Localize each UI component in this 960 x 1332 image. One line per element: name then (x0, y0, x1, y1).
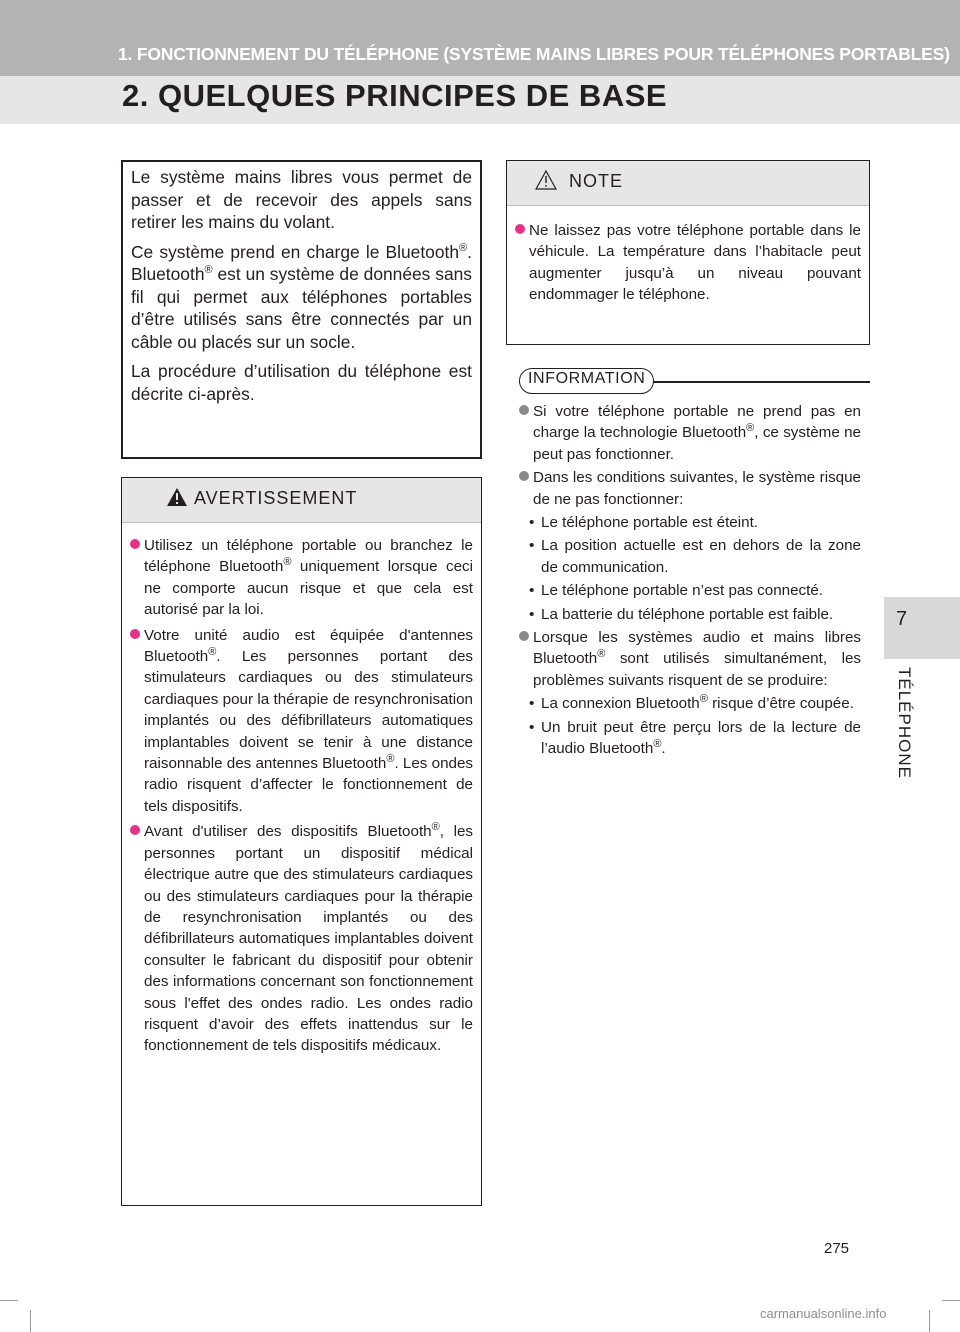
chapter-label: TÉLÉPHONE (895, 667, 914, 779)
watermark: carmanualsonline.info (760, 1306, 887, 1321)
info-item: Dans les conditions suivantes, le système risque de ne pas fonctionner: (519, 467, 861, 510)
bullet-icon (519, 471, 529, 481)
page-number: 275 (824, 1240, 850, 1257)
info-subitem: • Le téléphone portable est éteint. (529, 514, 759, 532)
crop-mark (0, 1300, 18, 1301)
warning-title: AVERTISSEMENT (194, 488, 358, 508)
crop-mark (30, 1310, 31, 1332)
warning-item: Votre unité audio est équipée d'antennes Bluetooth®. Les personnes portant des stimulateurs cardiaques ou des stimulateurs cardiaques pour la thérapie de resynchronisation implantés ou des défibrillateurs automatiques implantables doivent se tenir à une distance raisonnable des antennes Bluetooth®. Les ondes radio risquent d’affecter le fonctionnement de tels dispositifs. (130, 625, 473, 818)
chapter-title: 1. FONCTIONNEMENT DU TÉLÉPHONE (SYSTÈME MAINS LIBRES POUR TÉLÉPHONES PORTABLES) (118, 44, 950, 64)
info-item: Si votre téléphone portable ne prend pas en charge la technologie Bluetooth®, ce système ne peut pas fonctionner. (519, 401, 861, 465)
bullet-icon (519, 405, 529, 415)
crop-mark (942, 1300, 960, 1301)
note-box (506, 160, 870, 345)
bullet-icon (519, 631, 529, 641)
information-section (519, 401, 861, 762)
info-subitem: • La connexion Bluetooth® risque d’être coupée. (529, 693, 854, 713)
warning-icon (166, 487, 188, 507)
bullet-icon (515, 224, 525, 234)
page-title: 2. QUELQUES PRINCIPES DE BASE (122, 78, 668, 113)
intro-box (121, 160, 482, 459)
chapter-number: 7 (896, 608, 908, 630)
info-item: Lorsque les systèmes audio et mains libres Bluetooth® sont utilisés simultanément, les problèmes suivants risquent de se produire: (519, 627, 861, 691)
note-item: Ne laissez pas votre téléphone portable dans le véhicule. La température dans l’habitacle peut augmenter jusqu’à un niveau pouvant endommager le téléphone. (515, 220, 861, 306)
warning-header (122, 478, 481, 523)
info-subitem: • Le téléphone portable n’est pas connecté. (529, 582, 824, 600)
intro-paragraph-2: Ce système prend en charge le Bluetooth®. Bluetooth® est un système de données sans fil qui permet aux téléphones portables d’être utilisés sans être connectés par un câble ou placés sur un socle. (131, 241, 472, 352)
info-subitem: • Un bruit peut être perçu lors de la lecture de l’audio Bluetooth®. (529, 718, 861, 758)
bullet-icon (130, 539, 140, 549)
info-subitem: • La position actuelle est en dehors de la zone de communication. (529, 537, 861, 576)
caution-icon (535, 170, 557, 190)
warning-item: Avant d'utiliser des dispositifs Bluetooth®, les personnes portant un dispositif médical électrique autre que des stimulateurs cardiaques ou des stimulateurs cardiaques pour la thérapie de resynchronisation implantés ou des défibrillateurs automatiques implantables doivent consulter le fabricant du dispositif pour obtenir des informations concernant son fonctionnement sous l'effet des ondes radio. Les ondes radio risquent d’avoir des effets inattendus sur le fonctionnement de tels dispositifs médicaux. (130, 821, 473, 1056)
information-label: INFORMATION (519, 368, 654, 394)
warning-item: Utilisez un téléphone portable ou branchez le téléphone Bluetooth® uniquement lorsque ceci ne comporte aucun risque et que cela est autorisé par la loi. (130, 535, 473, 621)
bullet-icon (130, 629, 140, 639)
crop-mark (929, 1310, 930, 1332)
warning-box (121, 477, 482, 1206)
note-title: NOTE (569, 171, 624, 191)
intro-paragraph-1: Le système mains libres vous permet de passer et de recevoir des appels sans retirer les mains du volant. (131, 167, 472, 232)
note-header (507, 161, 869, 206)
intro-paragraph-3: La procédure d’utilisation du téléphone est décrite ci-après. (131, 361, 472, 404)
info-subitem: • La batterie du téléphone portable est faible. (529, 605, 834, 623)
bullet-icon (130, 825, 140, 835)
